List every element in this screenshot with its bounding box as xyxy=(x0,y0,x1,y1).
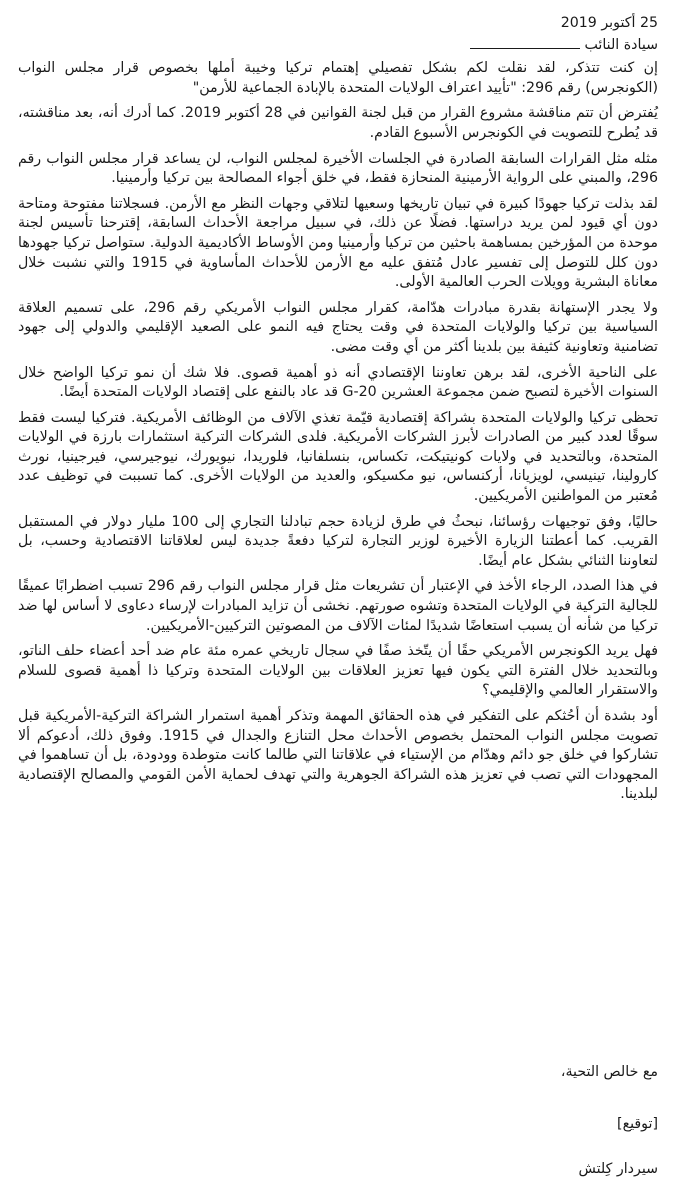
paragraph-8: حاليًا، وفق توجيهات رؤسائنا، نبحثُ في طرق لزيادة حجم تبادلنا التجاري إلى 100 مليار دولار في المستقبل القريب. كما أعطتنا الزيارة الأخيرة لوزير التجارة لتركيا دفعةً جديدة ليس لعلاقاتنا الاقتصادية وحسب، بل لتعاوننا الثنائي بشكل عام أيضًا. xyxy=(18,513,658,569)
paragraph-10: فهل يريد الكونجرس الأمريكي حقًا أن يتّخذ صفًا في سجال تاريخي عمره مئة عام ضد أحد أعضاء حلف الناتو، وبالتحديد خلال الفترة التي يكون فيها تعزيز العلاقات بين الولايات المتحدة وتركيا ذا أهمية قصوى للسلام والاستقرار العالمي والإقليمي؟ xyxy=(18,643,658,699)
letter-date: 25 أكتوبر 2019 xyxy=(560,15,658,31)
recipient-blank-line xyxy=(470,48,580,49)
paragraph-9: في هذا الصدد، الرجاء الأخذ في الإعتبار أن تشريعات مثل قرار مجلس النواب رقم 296 تسبب اضطرابًا عميقًا للجالية التركية في الولايات المتحدة وتشوه صورتهم. نخشى أن تزايد المبادرات لإرساء دعاوى لا أساس لها ضد تركيا من شأنه أن يسبب استعاضًا شديدًا لمئات الآلاف من المصوتين التركيين-الأمريكيين. xyxy=(18,578,659,634)
paragraph-6: على الناحية الأخرى، لقد برهن تعاوننا الإقتصادي أنه ذو أهمية قصوى. فلا شك أن نمو تركيا الواضح خلال السنوات الأخيرة لتصبح ضمن مجموعة العشرين G-20 قد عاد بالنفع على إقتصاد الولايات المتحدة أيضًا. xyxy=(18,364,658,401)
signer-name: سيردار كِلتش xyxy=(578,1161,658,1177)
salutation-text: سيادة النائب xyxy=(584,36,658,53)
paragraph-3: مثله مثل القرارات السابقة الصادرة في الجلسات الأخيرة لمجلس النواب، لن يساعد قرار مجلس النواب رقم 296، والمبني على الرواية الأرمينية المنحازة فقط، في خلق أجواء المصالحة بين تركيا وأرمينيا. xyxy=(18,150,658,187)
paragraph-4: لقد بذلت تركيا جهودًا كبيرة في تبيان تاريخها وسعيها لتلاقي وجهات النظر مع الأرمن. فسجلاتنا مفتوحة ومتاحة دون أي قيود لمن يريد دراستها. فضلًا عن ذلك، في سبيل مراجعة الأحداث السابقة، إقترحنا تأسيس لجنة موحدة من المؤرخين بمساهمة باحثين من تركيا وأرمينيا ومن الأوساط الأكاديمية الدولية. ستواصل تركيا جهودها دون كلل للتوصل إلى تفسير عادل مُتفق عليه مع الأرمن للأحداث المأساوية في 1915 والتي نشبت خلال معاناة البشرية وويلات الحرب العالمية الأولى. xyxy=(18,195,658,291)
paragraph-1: إن كنت تتذكر، لقد نقلت لكم بشكل تفصيلي إهتمام تركيا وخيبة أملها بخصوص قرار مجلس النواب (الكونجرس) رقم 296: "تأييد اعتراف الولايات المتحدة بالإبادة الجماعية للأرمن" xyxy=(18,60,658,96)
signature-placeholder: [توقيع] xyxy=(617,1116,658,1132)
paragraph-5: ولا يجدر الإستهانة بقدرة مبادرات هدّامة، كقرار مجلس النواب الأمريكي رقم 296، على تسميم العلاقة السياسية بين تركيا والولايات المتحدة في وقت يحتاج فيه النمو على الصعيد الإقليمي والدولي إلى جهود تضامنية وتعاونية كثيفة بين بلدينا أكثر من أي وقت مضى. xyxy=(18,299,658,355)
letter-closing: مع خالص التحية، xyxy=(560,1064,658,1080)
paragraph-11: أود بشدة أن أحُثكم على التفكير في هذه الحقائق المهمة وتذكر أهمية استمرار الشراكة التركية-الأمريكية قبل تصويت مجلس النواب المحتمل بخصوص الأحداث محل التنازع والجدال في 1915. وفوق ذلك، أدعوكم ألا تشاركوا في خلق جو دائم وهدّام من الإستياء في علاقاتنا التي طالما كانت متوطدة وودودة، بل أن تساهموا في المجهودات التي تصب في تعزيز هذه الشراكة الجوهرية والتي تهدف لحماية الأمن القومي والمصالح الإقتصادية لبلدينا. xyxy=(18,708,658,803)
paragraph-2: يُفترض أن تتم مناقشة مشروع القرار من قبل لجنة القوانين في 28 أكتوبر 2019. كما أدرك أنه، بعد مناقشته، قد يُطرح للتصويت في الكونجرس الأسبوع القادم. xyxy=(18,105,658,141)
paragraph-7: تحظى تركيا والولايات المتحدة بشراكة إقتصادية قيّمة تغذي الآلاف من الوظائف الأمريكية. فتركيا ليست فقط سوقًا لعدد كبير من الصادرات لأبرز الشركات الأمريكية. فلدى الشركات التركية استثمارات بارزة في الولايات المتحدة، وبالتحديد في ولايات كونيتيكت، تكساس، بنسلفانيا، فلوريدا، نيويورك، نيوجيرسي، فيرجينيا، نورث كارولينا، تينيسي، لويزيانا، أركنساس، نيو مكسيكو، والعديد من الولايات الأخرى. كما تسببت في توظيف عدد مُعتبر من المواطنين الأمريكيين. xyxy=(18,409,658,505)
letter-salutation xyxy=(18,36,658,56)
